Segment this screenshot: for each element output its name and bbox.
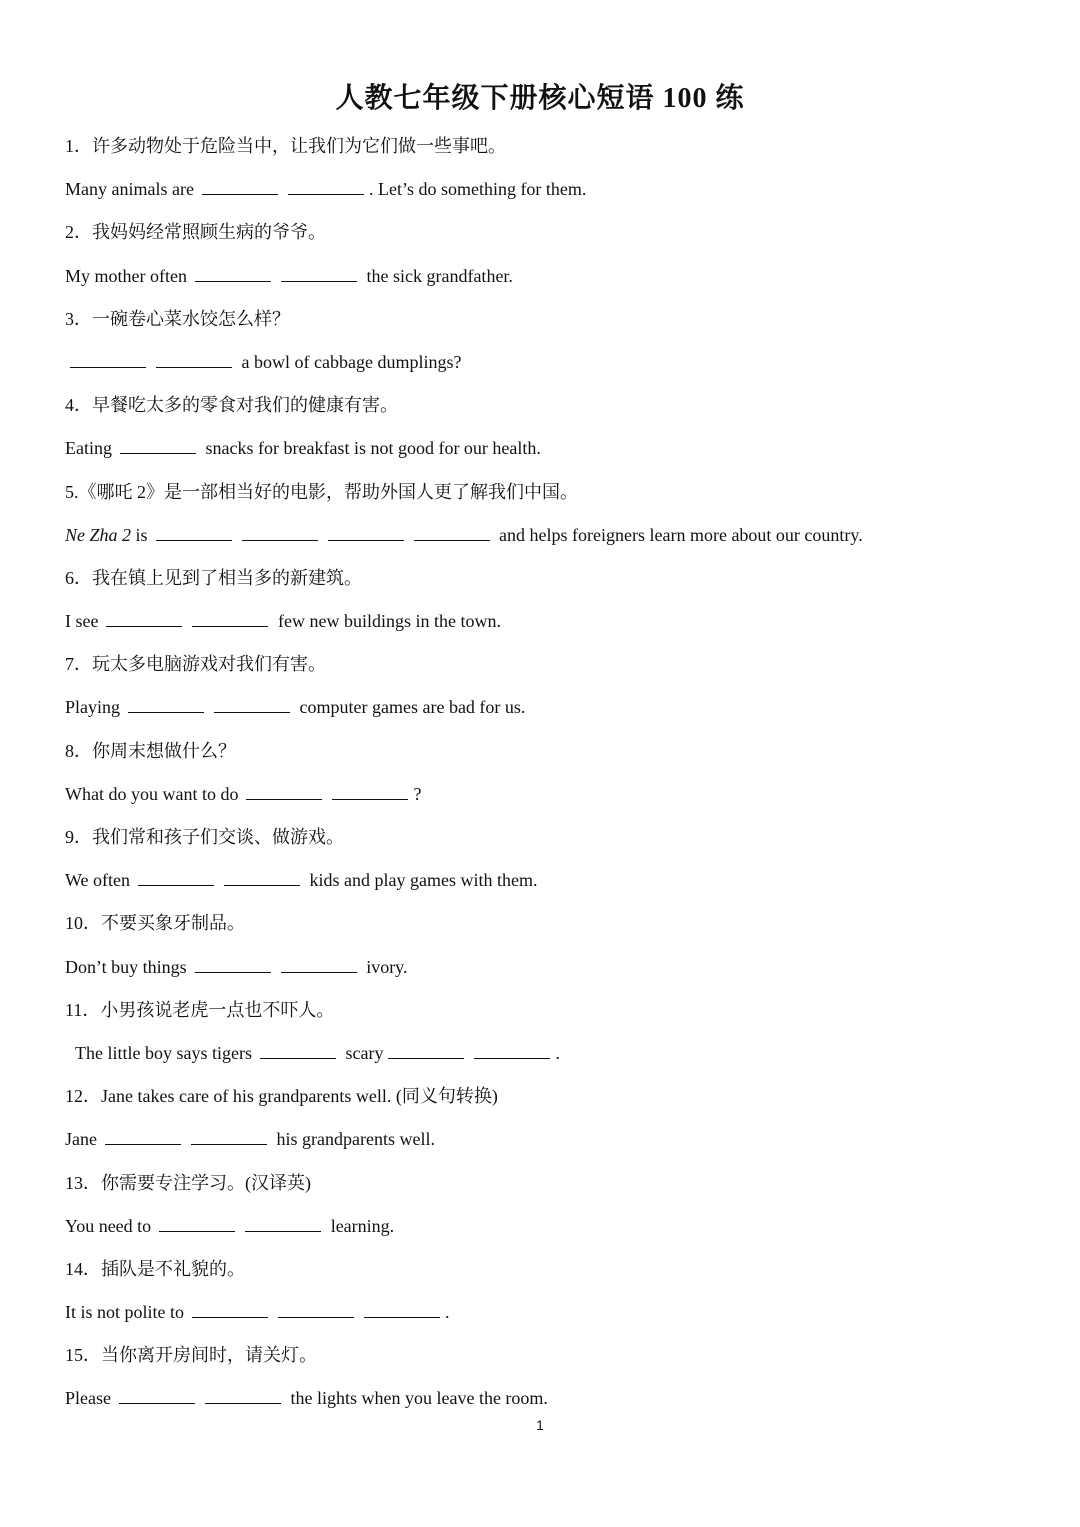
exercise-item	[65, 1338, 1025, 1424]
answer-blank[interactable]	[192, 610, 268, 627]
answer-blank[interactable]	[328, 524, 404, 541]
exercise-prompt: 9．我们常和孩子们交谈、做游戏。	[65, 827, 344, 847]
exercise-sentence	[65, 345, 1025, 388]
exercise-item	[65, 993, 1025, 1079]
exercise-prompt: 1．许多动物处于危险当中，让我们为它们做一些事吧。	[65, 136, 506, 156]
answer-blank[interactable]	[159, 1215, 235, 1232]
exercise-sentence	[65, 950, 1025, 993]
sentence-text: computer games are bad for us.	[295, 697, 526, 718]
answer-blank[interactable]	[388, 1042, 464, 1059]
sentence-text: You need to	[65, 1215, 152, 1236]
sentence-text: the sick grandfather.	[361, 265, 513, 286]
sentence-text: few new buildings in the town.	[273, 611, 501, 632]
exercise-sentence	[65, 777, 1025, 820]
exercise-sentence	[65, 172, 1025, 215]
exercise-prompt: 2．我妈妈经常照顾生病的爷爷。	[65, 222, 326, 243]
exercise-prompt: 6．我在镇上见到了相当多的新建筑。	[65, 567, 362, 588]
sentence-text: a bowl of cabbage dumplings?	[237, 351, 462, 372]
exercise-sentence	[65, 863, 1025, 906]
exercise-prompt: 15．当你离开房间时，请关灯。	[65, 1345, 317, 1366]
answer-blank[interactable]	[138, 869, 214, 886]
italic-title: Ne Zha 2	[65, 524, 132, 545]
answer-blank[interactable]	[119, 1387, 195, 1404]
sentence-text: ?	[413, 783, 422, 804]
sentence-text: Eating	[65, 438, 112, 459]
exercise-item	[65, 302, 1025, 388]
exercise-prompt: 12．Jane takes care of his grandparents well. (同义句转换)	[65, 1086, 498, 1107]
sentence-text: Jane	[65, 1129, 97, 1150]
exercise-item	[65, 215, 1025, 301]
sentence-text: his grandparents well.	[271, 1129, 435, 1150]
exercise-sentence	[65, 259, 1025, 302]
exercise-sentence	[65, 1036, 1025, 1079]
answer-blank[interactable]	[120, 437, 196, 454]
exercise-item	[65, 647, 1025, 733]
answer-blank[interactable]	[205, 1387, 281, 1404]
exercise-prompt: 4．早餐吃太多的零食对我们的健康有害。	[65, 395, 398, 416]
exercise-prompt: 7．玩太多电脑游戏对我们有害。	[65, 654, 326, 675]
answer-blank[interactable]	[246, 783, 322, 800]
answer-blank[interactable]	[288, 178, 364, 195]
exercise-item	[65, 1252, 1025, 1338]
exercise-item	[65, 388, 1025, 474]
sentence-text: kids and play games with them.	[305, 870, 538, 891]
answer-blank[interactable]	[242, 524, 318, 541]
exercise-prompt: 5.《哪吒 2》是一部相当好的电影，帮助外国人更了解我们中国。	[65, 481, 578, 502]
answer-blank[interactable]	[156, 351, 232, 368]
answer-blank[interactable]	[128, 696, 204, 713]
answer-blank[interactable]	[260, 1042, 336, 1059]
exercise-sentence	[65, 431, 1025, 474]
answer-blank[interactable]	[245, 1215, 321, 1232]
sentence-text: I see	[65, 611, 99, 632]
answer-blank[interactable]	[195, 265, 271, 282]
answer-blank[interactable]	[281, 956, 357, 973]
sentence-text: the lights when you leave the room.	[285, 1388, 548, 1409]
sentence-text: The little boy says tigers	[75, 1042, 252, 1063]
exercise-prompt: 14．插队是不礼貌的。	[65, 1258, 245, 1279]
sentence-text: and helps foreigners learn more about our country.	[494, 524, 863, 545]
sentence-text: Please	[65, 1388, 111, 1409]
answer-blank[interactable]	[364, 1301, 440, 1318]
sentence-text: learning.	[326, 1215, 395, 1236]
sentence-text: We often	[65, 870, 131, 891]
sentence-text: My mother often	[65, 265, 187, 286]
sentence-text: Many animals are	[65, 179, 194, 200]
answer-blank[interactable]	[281, 265, 357, 282]
exercise-sentence	[65, 1295, 1025, 1338]
exercise-sentence	[65, 518, 1025, 561]
answer-blank[interactable]	[332, 783, 408, 800]
exercise-sentence	[65, 604, 1025, 647]
page-number: 1	[536, 1417, 544, 1433]
exercise-item	[65, 129, 1025, 215]
exercise-prompt: 11．小男孩说老虎一点也不吓人。	[65, 999, 335, 1020]
answer-blank[interactable]	[224, 869, 300, 886]
exercise-item	[65, 906, 1025, 992]
answer-blank[interactable]	[195, 956, 271, 973]
exercise-item	[65, 820, 1025, 906]
sentence-text: is	[131, 524, 148, 545]
sentence-text: Playing	[65, 697, 121, 718]
answer-blank[interactable]	[192, 1301, 268, 1318]
exercise-prompt: 13．你需要专注学习。(汉译英)	[65, 1172, 311, 1193]
sentence-text: Don’t buy things	[65, 956, 187, 977]
sentence-text: snacks for breakfast is not good for our health.	[201, 438, 541, 459]
exercise-prompt: 3．一碗卷心菜水饺怎么样？	[65, 308, 290, 329]
answer-blank[interactable]	[474, 1042, 550, 1059]
answer-blank[interactable]	[278, 1301, 354, 1318]
answer-blank[interactable]	[156, 524, 232, 541]
exercise-prompt: 8．你周末想做什么？	[65, 740, 236, 761]
sentence-text: ivory.	[361, 956, 408, 977]
page-title: 人教七年级下册核心短语 100 练	[335, 83, 745, 114]
sentence-text: It is not polite to	[65, 1302, 184, 1323]
sentence-text: . Let’s do something for them.	[368, 179, 587, 200]
exercise-list	[65, 129, 1025, 1425]
sentence-text: What do you want to do	[65, 783, 239, 804]
exercise-sentence	[65, 690, 1025, 733]
answer-blank[interactable]	[191, 1128, 267, 1145]
answer-blank[interactable]	[202, 178, 278, 195]
answer-blank[interactable]	[105, 1128, 181, 1145]
exercise-item	[65, 475, 1025, 561]
answer-blank[interactable]	[70, 351, 146, 368]
answer-blank[interactable]	[106, 610, 182, 627]
sentence-text: scary	[340, 1042, 384, 1063]
exercise-prompt: 10．不要买象牙制品。	[65, 913, 245, 934]
exercise-item	[65, 734, 1025, 820]
answer-blank[interactable]	[414, 524, 490, 541]
sentence-text: .	[555, 1042, 560, 1063]
exercise-item	[65, 561, 1025, 647]
exercise-item	[65, 1079, 1025, 1165]
exercise-item	[65, 1166, 1025, 1252]
exercise-sentence	[65, 1209, 1025, 1252]
exercise-sentence	[65, 1122, 1025, 1165]
sentence-text: .	[445, 1302, 450, 1323]
answer-blank[interactable]	[214, 696, 290, 713]
